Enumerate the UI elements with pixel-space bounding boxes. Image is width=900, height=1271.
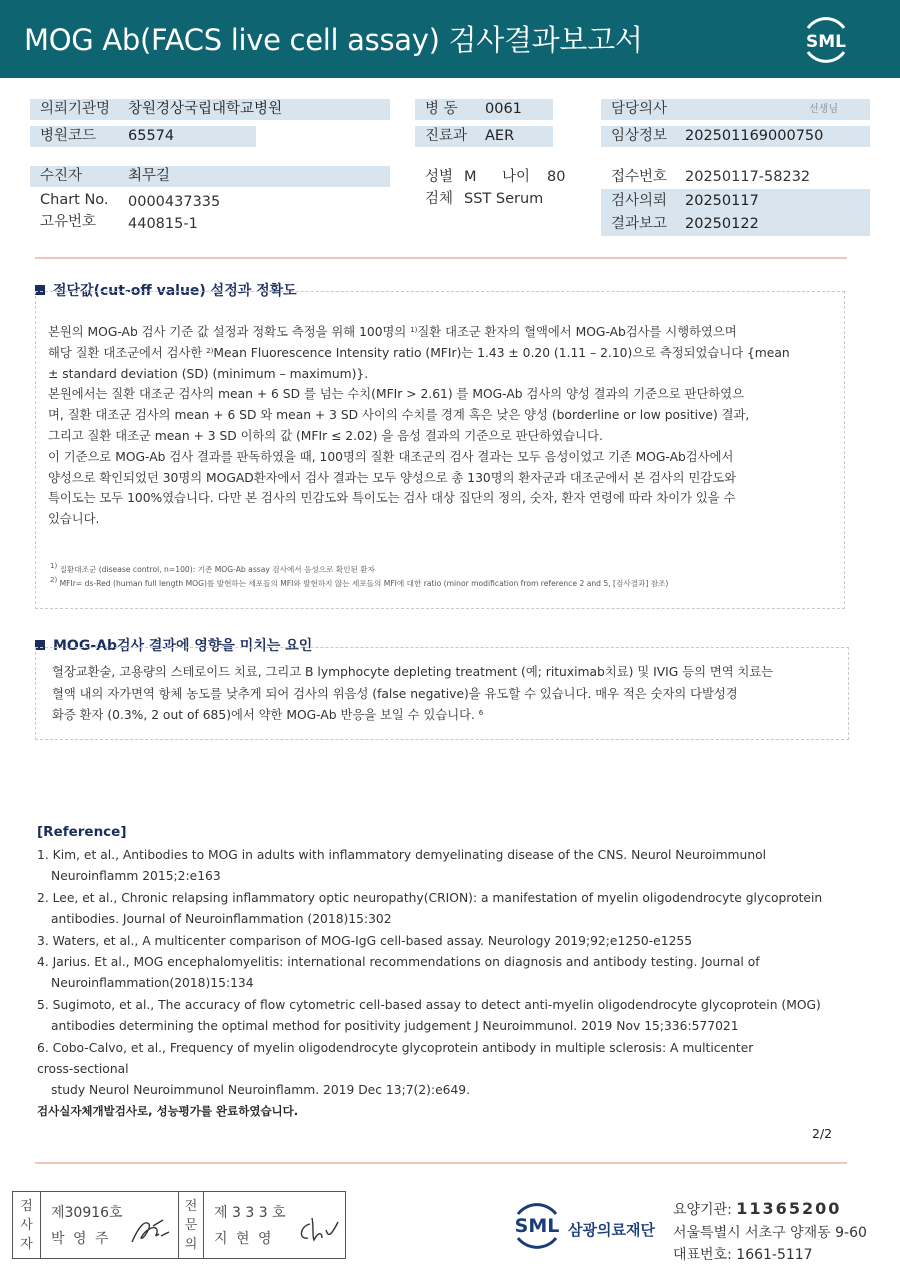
section1-title-text: 절단값(cut-off value) 설정과 정확도 (53, 283, 297, 299)
section1-body (48, 322, 838, 530)
header-bar (0, 0, 900, 78)
section1-line: 양성으로 확인되었던 30명의 MOGAD환자에서 검사 결과는 모두 양성으로 총 130명의 환자군과 대조군에서 본 검사의 민감도와 (48, 470, 736, 485)
tester-signature-icon (129, 1216, 171, 1246)
receipt-value: 20250117-58232 (685, 169, 811, 185)
request-label: 검사의뢰 (611, 193, 668, 209)
reference-item-cont: Neuroinflammation(2018)15:134 (51, 976, 254, 991)
uid-value: 440815-1 (128, 216, 198, 232)
reference-item: 1. Kim, et al., Antibodies to MOG in adults with inflammatory demyelinating disease of the CNS. Neurol Neuroimmunol (37, 848, 767, 862)
specimen-value: SST Serum (464, 191, 544, 207)
reference-item: 6. Cobo-Calvo, et al., Frequency of myelin oligodendrocyte glycoprotein antibody in multiple sclerosis: A multicenter (37, 1040, 754, 1055)
hospital-code-label: 병원코드 (40, 128, 97, 144)
report-label: 결과보고 (611, 216, 668, 232)
report-title: MOG Ab(FACS live cell assay) 검사결과보고서 (24, 23, 643, 57)
closing-note: 검사실자체개발검사로, 성능평가를 완료하였습니다. (37, 1104, 299, 1118)
doctor-suffix: 선생님 (809, 104, 838, 115)
section1-line: 본원의 MOG-Ab 검사 기준 값 설정과 정확도 측정을 위해 100명의 $^{1)}$질환 대조군 환자의 혈액에서 MOG-Ab검사를 시행하였으며 (48, 325, 737, 339)
ward-label: 병 동 (425, 101, 458, 117)
dept-label: 진료과 (425, 128, 468, 144)
reference-item: 3. Waters, et al., A multicenter comparison of MOG-IgG cell-based assay. Neurology 2019;92;e1250-e1255 (37, 933, 693, 948)
phone: 대표번호: 1661-5117 (673, 1247, 813, 1263)
section1-line: 있습니다. (48, 512, 100, 527)
sml-logo-icon (800, 14, 852, 66)
uid-label: 고유번호 (40, 214, 97, 230)
institution-row (30, 99, 390, 120)
chart-no-value: 0000437335 (128, 194, 221, 210)
section1-line: 해당 질환 대조군에서 검사한 $^{2)}$Mean Fluorescence Intensity ratio (MFIr)는 1.43 ± 0.20 (1.11 – 2.10)으로 측정되었습니다 {mean (48, 345, 790, 360)
dept-value: AER (485, 128, 515, 144)
footnote-2: $^{2)}$ MFIr= ds-Red (human full length MOG)를 발현하는 세포들의 MFI와 발현하지 않는 세포들의 MFI에 대한 ratio (minor modification from reference 2 and 5, [검사결과] 참조) (50, 576, 669, 588)
reference-item: 5. Sugimoto, et al., The accuracy of flow cytometric cell-based assay to detect anti-myelin oligodendrocyte glycoprotein (MOG) (37, 997, 821, 1012)
ward-row (415, 99, 553, 120)
reference-item-cont: cross-sectional (37, 1062, 129, 1077)
specialist-license-no: 제 3 3 3 호 (214, 1205, 286, 1221)
sml-footer-logo-icon (508, 1196, 566, 1254)
reference-item: 4. Jarius. Et al., MOG encephalomyelitis: international recommendations on diagnosis and antibody testing. Journal of (37, 955, 760, 970)
dept-row (415, 126, 553, 147)
section2-title-text: MOG-Ab검사 결과에 영향을 미치는 요인 (53, 638, 313, 654)
care-institution: 요양기관: 11365200 (673, 1199, 842, 1218)
report-value: 20250122 (685, 216, 759, 232)
section1-line: 본원에서는 질환 대조군 검사의 mean + 6 SD 를 넘는 수치(MFIr > 2.61) 를 MOG-Ab 검사의 양성 결과의 기준으로 판단하였으 (48, 387, 745, 402)
patient-row (30, 166, 390, 187)
reference-item: 2. Lee, et al., Chronic relapsing inflammatory optic neuropathy(CRION): a manifestation of myelin oligodendrocyte glycoprotein (37, 890, 823, 905)
signature-block (12, 1191, 346, 1259)
request-report-rows (601, 189, 870, 236)
specimen-label: 검체 (425, 191, 454, 207)
patient-label: 수진자 (40, 168, 83, 184)
section2-line: 혈액 내의 자가면역 항체 농도를 낮추게 되어 검사의 위음성 (false negative)을 유도할 수 있습니다. 매우 적은 숫자의 다발성경 (52, 686, 738, 701)
sex-label: 성별 (425, 169, 454, 185)
clinical-label: 임상정보 (611, 128, 668, 144)
hospital-code-row (30, 126, 256, 147)
footer-brand-text: SML (514, 1215, 560, 1237)
divider-top (35, 257, 847, 259)
section2-line: 혈장교환술, 고용량의 스테로이드 치료, 그리고 B lymphocyte depleting treatment (예; rituximab치료) 및 IVIG 등의 면역 치료는 (52, 665, 774, 679)
request-value: 20250117 (685, 193, 759, 209)
institution-value: 창원경상국립대학교병원 (128, 101, 283, 117)
hospital-code-value: 65574 (128, 128, 175, 144)
clinical-value: 202501169000750 (685, 128, 824, 144)
reference-item-cont: antibodies determining the optimal method for positivity judgement J Neuroimmunol. 2019 Nov 15;336:577021 (51, 1019, 739, 1034)
footnote-1: $^{1)}$ 질환대조군 (disease control, n=100): 기존 MOG-Ab assay 검사에서 음성으로 확인된 환자 (50, 562, 375, 574)
chart-no-label: Chart No. (40, 192, 109, 208)
age-value: 80 (547, 169, 566, 185)
reference-list (37, 845, 847, 1102)
section1-line: 특이도는 모두 100%였습니다. 다만 본 검사의 민감도와 특이도는 검사 대상 집단의 정의, 숫자, 환자 연령에 따라 차이가 있을 수 (48, 491, 736, 506)
foundation-name: 삼광의료재단 (568, 1221, 655, 1239)
section1-line: ± standard deviation (SD) (minimum – maximum)}. (48, 366, 369, 381)
address: 서울특별시 서초구 양재동 9-60 (673, 1225, 867, 1241)
divider-bottom (35, 1162, 847, 1164)
age-label: 나이 (502, 169, 531, 185)
patient-value: 최무길 (128, 168, 171, 184)
doctor-label: 담당의사 (611, 101, 668, 117)
section1-line: 며, 질환 대조군 검사의 mean + 6 SD 와 mean + 3 SD 사이의 수치를 경계 혹은 낮은 양성 (borderline or low positive) 결과, (48, 408, 750, 423)
section2-body (52, 662, 842, 727)
tester-vertical-label: 검 사 자 (13, 1192, 41, 1258)
institution-label: 의뢰기관명 (40, 101, 111, 117)
specialist-vertical-label: 전 문 의 (178, 1192, 204, 1258)
logo-text: SML (806, 32, 846, 52)
reference-item-cont: Neuroinflamm 2015;2:e163 (51, 869, 221, 884)
reference-heading: [Reference] (37, 824, 127, 840)
doctor-row (601, 99, 870, 120)
specialist-name: 지 현 영 (214, 1231, 274, 1247)
page-number: 2/2 (812, 1126, 833, 1141)
section1-line: 그리고 질환 대조군 mean + 3 SD 이하의 값 (MFIr ≤ 2.02) 을 음성 결과의 기준으로 판단하였습니다. (48, 428, 603, 443)
sex-value: M (464, 169, 477, 185)
tester-license-no: 제30916호 (51, 1205, 123, 1221)
clinical-row (601, 126, 870, 147)
tester-name: 박 영 주 (51, 1231, 111, 1247)
ward-value: 0061 (485, 101, 522, 117)
receipt-label: 접수번호 (611, 169, 668, 185)
section2-line: 화증 환자 (0.3%, 2 out of 685)에서 약한 MOG-Ab 반응을 보일 수 있습니다. $^6$ (52, 708, 484, 722)
specialist-signature-icon (296, 1214, 342, 1246)
section1-line: 이 기준으로 MOG-Ab 검사 결과를 판독하였을 때, 100명의 질환 대조군의 검사 결과는 모두 음성이었고 기존 MOG-Ab검사에서 (48, 449, 734, 464)
reference-item-cont: study Neurol Neuroimmunol Neuroinflamm. 2019 Dec 13;7(2):e649. (51, 1083, 471, 1098)
reference-item-cont: antibodies. Journal of Neuroinflammation (2018)15:302 (51, 912, 392, 927)
